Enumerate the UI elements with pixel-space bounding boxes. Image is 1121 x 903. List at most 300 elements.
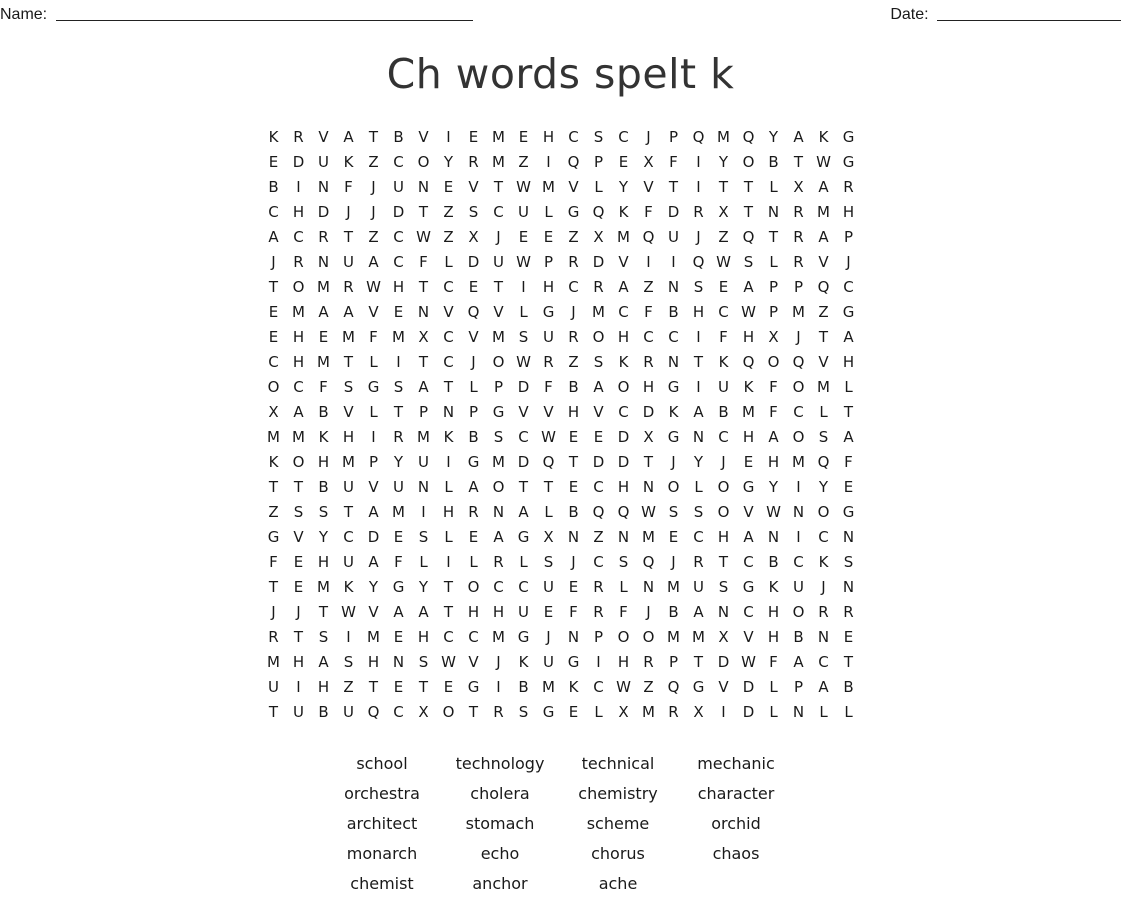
- grid-letter: M: [742, 403, 755, 421]
- grid-letter: I: [521, 278, 526, 296]
- grid-letter: U: [793, 578, 804, 596]
- grid-letter: L: [544, 203, 553, 221]
- grid-letter: N: [767, 528, 780, 546]
- grid-letter: B: [568, 378, 579, 396]
- grid-letter: N: [842, 578, 855, 596]
- grid-letter: N: [642, 478, 655, 496]
- grid-letter: U: [518, 203, 529, 221]
- grid-letter: M: [367, 628, 380, 646]
- grid-letter: G: [842, 153, 855, 171]
- grid-letter: X: [718, 203, 729, 221]
- name-label: Name:: [0, 6, 52, 23]
- grid-letter: A: [593, 378, 604, 396]
- grid-letter: L: [844, 703, 853, 721]
- grid-letter: P: [593, 153, 604, 171]
- grid-letter: L: [619, 578, 628, 596]
- grid-letter: A: [693, 403, 704, 421]
- grid-letter: A: [368, 253, 379, 271]
- grid-letter: T: [293, 628, 304, 646]
- grid-letter: E: [268, 328, 279, 346]
- grid-letter: S: [618, 553, 629, 571]
- grid-letter: E: [568, 478, 579, 496]
- grid-letter: B: [318, 478, 329, 496]
- grid-letter: P: [468, 403, 479, 421]
- word-bank-item: chemist: [350, 874, 414, 893]
- grid-letter: H: [292, 353, 305, 371]
- grid-letter: C: [718, 303, 729, 321]
- grid-letter: A: [843, 328, 854, 346]
- grid-letter: X: [618, 703, 629, 721]
- grid-letter: A: [493, 528, 504, 546]
- grid-letter: C: [443, 278, 454, 296]
- grid-letter: G: [842, 303, 855, 321]
- grid-letter: M: [717, 128, 730, 146]
- grid-letter: M: [392, 328, 405, 346]
- grid-letter: A: [743, 528, 754, 546]
- grid-letter: C: [293, 228, 304, 246]
- grid-letter: P: [668, 128, 679, 146]
- grid-letter: B: [268, 178, 279, 196]
- grid-letter: B: [568, 503, 579, 521]
- grid-letter: C: [793, 553, 804, 571]
- grid-letter: G: [567, 653, 580, 671]
- grid-letter: A: [368, 553, 379, 571]
- grid-letter: Q: [592, 503, 605, 521]
- grid-letter: H: [292, 203, 305, 221]
- grid-letter: T: [468, 703, 479, 721]
- grid-letter: N: [417, 178, 430, 196]
- grid-letter: F: [844, 453, 853, 471]
- grid-letter: E: [318, 328, 329, 346]
- grid-letter: C: [518, 578, 529, 596]
- grid-letter: L: [594, 178, 603, 196]
- grid-letter: N: [642, 578, 655, 596]
- grid-letter: U: [543, 328, 554, 346]
- grid-letter: J: [296, 603, 301, 621]
- grid-letter: A: [743, 278, 754, 296]
- grid-letter: E: [468, 278, 479, 296]
- grid-letter: F: [619, 603, 628, 621]
- grid-letter: J: [271, 603, 276, 621]
- grid-letter: I: [696, 153, 701, 171]
- grid-letter: T: [343, 228, 354, 246]
- grid-letter: T: [818, 328, 829, 346]
- grid-letter: Y: [443, 153, 454, 171]
- grid-letter: A: [343, 128, 354, 146]
- grid-letter: E: [543, 228, 554, 246]
- grid-letter: Z: [368, 228, 379, 246]
- grid-letter: G: [692, 678, 705, 696]
- grid-letter: O: [492, 353, 505, 371]
- grid-letter: W: [366, 278, 381, 296]
- grid-letter: L: [419, 553, 428, 571]
- grid-letter: E: [843, 478, 854, 496]
- grid-letter: N: [567, 628, 580, 646]
- grid-letter: B: [518, 678, 529, 696]
- grid-letter: H: [767, 628, 780, 646]
- grid-letter: S: [318, 628, 329, 646]
- grid-letter: H: [317, 453, 330, 471]
- grid-letter: U: [543, 578, 554, 596]
- grid-letter: M: [317, 578, 330, 596]
- grid-letter: R: [593, 578, 604, 596]
- grid-letter: W: [716, 253, 731, 271]
- grid-letter: V: [418, 128, 429, 146]
- grid-letter: I: [496, 678, 501, 696]
- grid-letter: C: [443, 353, 454, 371]
- grid-letter: M: [542, 678, 555, 696]
- grid-letter: U: [493, 253, 504, 271]
- grid-letter: T: [643, 453, 654, 471]
- grid-letter: J: [496, 228, 501, 246]
- grid-letter: O: [267, 378, 280, 396]
- grid-letter: R: [543, 353, 554, 371]
- grid-letter: I: [446, 553, 451, 571]
- grid-letter: P: [668, 653, 679, 671]
- grid-letter: M: [492, 453, 505, 471]
- grid-letter: H: [392, 278, 405, 296]
- grid-letter: I: [346, 628, 351, 646]
- grid-letter: S: [293, 503, 304, 521]
- grid-letter: H: [842, 203, 855, 221]
- grid-letter: C: [793, 403, 804, 421]
- grid-letter: T: [693, 653, 704, 671]
- grid-letter: A: [343, 303, 354, 321]
- grid-letter: E: [393, 528, 404, 546]
- grid-letter: E: [718, 278, 729, 296]
- grid-letter: F: [369, 328, 378, 346]
- word-bank-item: school: [356, 754, 408, 773]
- date-field: [890, 4, 1121, 24]
- grid-letter: E: [518, 128, 529, 146]
- word-bank-item: anchor: [472, 874, 528, 893]
- grid-letter: G: [567, 203, 580, 221]
- grid-letter: R: [268, 628, 279, 646]
- grid-letter: E: [443, 178, 454, 196]
- grid-letter: U: [293, 703, 304, 721]
- grid-letter: Y: [818, 478, 829, 496]
- grid-letter: G: [492, 403, 505, 421]
- grid-letter: S: [418, 653, 429, 671]
- grid-letter: L: [519, 553, 528, 571]
- grid-letter: C: [443, 628, 454, 646]
- grid-letter: A: [468, 478, 479, 496]
- grid-letter: M: [642, 703, 655, 721]
- grid-letter: I: [596, 653, 601, 671]
- grid-letter: S: [693, 278, 704, 296]
- grid-letter: M: [492, 328, 505, 346]
- grid-letter: H: [692, 303, 705, 321]
- grid-letter: A: [768, 428, 779, 446]
- grid-letter: G: [467, 453, 480, 471]
- grid-letter: H: [317, 553, 330, 571]
- grid-letter: K: [743, 378, 754, 396]
- grid-letter: I: [296, 178, 301, 196]
- grid-letter: Z: [568, 228, 579, 246]
- grid-letter: Y: [768, 128, 779, 146]
- grid-letter: Z: [268, 503, 279, 521]
- grid-letter: I: [646, 253, 651, 271]
- grid-letter: X: [418, 703, 429, 721]
- grid-letter: Q: [617, 503, 630, 521]
- word-bank-item: cholera: [470, 784, 530, 803]
- grid-letter: T: [743, 178, 754, 196]
- grid-letter: D: [667, 203, 680, 221]
- grid-letter: E: [543, 603, 554, 621]
- grid-letter: E: [268, 303, 279, 321]
- grid-letter: E: [468, 128, 479, 146]
- grid-letter: Q: [742, 128, 755, 146]
- grid-letter: E: [568, 428, 579, 446]
- grid-letter: K: [618, 203, 629, 221]
- grid-letter: Z: [643, 678, 654, 696]
- grid-letter: I: [721, 703, 726, 721]
- grid-letter: L: [544, 503, 553, 521]
- grid-letter: S: [693, 503, 704, 521]
- grid-letter: T: [543, 478, 554, 496]
- grid-letter: G: [842, 128, 855, 146]
- grid-letter: U: [268, 678, 279, 696]
- grid-letter: R: [843, 603, 854, 621]
- grid-letter: K: [518, 653, 529, 671]
- grid-letter: M: [292, 428, 305, 446]
- grid-letter: Q: [367, 703, 380, 721]
- grid-letter: J: [646, 128, 651, 146]
- grid-letter: M: [492, 153, 505, 171]
- word-bank-item: architect: [346, 814, 418, 833]
- grid-letter: L: [594, 703, 603, 721]
- grid-letter: W: [616, 678, 631, 696]
- grid-letter: N: [717, 603, 730, 621]
- grid-letter: S: [343, 653, 354, 671]
- grid-letter: T: [343, 503, 354, 521]
- grid-letter: I: [546, 153, 551, 171]
- grid-letter: V: [818, 253, 829, 271]
- grid-letter: H: [767, 603, 780, 621]
- grid-letter: R: [468, 153, 479, 171]
- grid-letter: O: [792, 378, 805, 396]
- grid-letter: J: [571, 303, 576, 321]
- grid-letter: L: [769, 253, 778, 271]
- grid-letter: S: [718, 578, 729, 596]
- grid-letter: J: [671, 553, 676, 571]
- grid-letter: R: [343, 278, 354, 296]
- grid-letter: C: [743, 603, 754, 621]
- grid-letter: L: [369, 403, 378, 421]
- grid-letter: H: [617, 653, 630, 671]
- grid-letter: R: [318, 228, 329, 246]
- grid-letter: E: [518, 228, 529, 246]
- grid-letter: H: [567, 403, 580, 421]
- grid-letter: U: [693, 578, 704, 596]
- grid-letter: F: [669, 153, 678, 171]
- grid-letter: T: [418, 678, 429, 696]
- grid-letter: A: [693, 603, 704, 621]
- grid-letter: J: [271, 253, 276, 271]
- grid-letter: H: [442, 503, 455, 521]
- grid-letter: D: [467, 253, 480, 271]
- grid-letter: X: [693, 703, 704, 721]
- grid-letter: N: [417, 303, 430, 321]
- grid-letter: Y: [768, 478, 779, 496]
- grid-letter: T: [393, 403, 404, 421]
- grid-letter: R: [793, 253, 804, 271]
- grid-letter: I: [296, 678, 301, 696]
- grid-letter: C: [618, 303, 629, 321]
- grid-letter: O: [292, 453, 305, 471]
- grid-letter: T: [293, 478, 304, 496]
- grid-letter: N: [317, 253, 330, 271]
- name-blank-line[interactable]: [56, 4, 473, 21]
- grid-letter: C: [343, 528, 354, 546]
- grid-letter: T: [518, 478, 529, 496]
- grid-letter: W: [416, 228, 431, 246]
- grid-letter: M: [392, 503, 405, 521]
- grid-letter: F: [319, 378, 328, 396]
- grid-letter: C: [443, 328, 454, 346]
- grid-letter: H: [767, 453, 780, 471]
- grid-letter: W: [541, 428, 556, 446]
- grid-letter: T: [268, 578, 279, 596]
- grid-letter: V: [343, 403, 354, 421]
- grid-letter: M: [317, 278, 330, 296]
- grid-letter: O: [792, 428, 805, 446]
- grid-letter: V: [618, 253, 629, 271]
- grid-letter: I: [796, 478, 801, 496]
- grid-letter: M: [267, 653, 280, 671]
- grid-letter: V: [493, 303, 504, 321]
- grid-letter: L: [769, 678, 778, 696]
- grid-letter: M: [692, 628, 705, 646]
- grid-letter: G: [542, 303, 555, 321]
- grid-letter: P: [793, 278, 804, 296]
- grid-letter: K: [818, 128, 829, 146]
- grid-letter: P: [543, 253, 554, 271]
- word-bank-item: scheme: [586, 814, 650, 833]
- grid-letter: H: [717, 528, 730, 546]
- grid-letter: P: [843, 228, 854, 246]
- grid-letter: O: [417, 153, 430, 171]
- grid-letter: J: [796, 328, 801, 346]
- grid-letter: M: [292, 303, 305, 321]
- grid-letter: C: [493, 578, 504, 596]
- grid-letter: W: [741, 653, 756, 671]
- grid-letter: H: [617, 478, 630, 496]
- grid-letter: D: [592, 253, 605, 271]
- grid-letter: X: [768, 328, 779, 346]
- grid-letter: G: [667, 428, 680, 446]
- grid-letter: Q: [667, 678, 680, 696]
- grid-letter: Q: [692, 128, 705, 146]
- grid-letter: M: [792, 453, 805, 471]
- date-blank-line[interactable]: [937, 4, 1121, 21]
- grid-letter: K: [343, 153, 354, 171]
- grid-letter: R: [568, 328, 579, 346]
- grid-letter: E: [393, 303, 404, 321]
- grid-letter: K: [818, 553, 829, 571]
- grid-letter: B: [793, 628, 804, 646]
- grid-letter: M: [817, 203, 830, 221]
- grid-letter: L: [519, 303, 528, 321]
- grid-letter: C: [393, 253, 404, 271]
- grid-letter: K: [268, 453, 279, 471]
- grid-letter: U: [343, 553, 354, 571]
- grid-letter: S: [393, 378, 404, 396]
- grid-letter: I: [446, 453, 451, 471]
- word-bank-item: orchid: [711, 814, 761, 833]
- grid-letter: D: [617, 428, 630, 446]
- name-field: [0, 4, 473, 24]
- grid-letter: A: [368, 503, 379, 521]
- grid-letter: Z: [443, 203, 454, 221]
- grid-letter: I: [796, 528, 801, 546]
- grid-letter: G: [742, 478, 755, 496]
- grid-letter: I: [421, 503, 426, 521]
- grid-letter: R: [593, 603, 604, 621]
- grid-letter: S: [518, 703, 529, 721]
- grid-letter: V: [518, 403, 529, 421]
- grid-letter: J: [471, 353, 476, 371]
- grid-letter: S: [318, 503, 329, 521]
- grid-letter: B: [318, 403, 329, 421]
- grid-letter: T: [318, 603, 329, 621]
- grid-letter: F: [644, 203, 653, 221]
- grid-letter: O: [792, 603, 805, 621]
- grid-letter: G: [667, 378, 680, 396]
- grid-letter: R: [293, 128, 304, 146]
- grid-letter: L: [469, 553, 478, 571]
- grid-letter: H: [292, 653, 305, 671]
- grid-letter: C: [593, 478, 604, 496]
- grid-letter: B: [718, 403, 729, 421]
- grid-letter: C: [393, 228, 404, 246]
- grid-letter: O: [767, 353, 780, 371]
- grid-letter: P: [368, 453, 379, 471]
- grid-letter: X: [418, 328, 429, 346]
- grid-letter: T: [568, 453, 579, 471]
- grid-letter: T: [443, 378, 454, 396]
- grid-letter: G: [517, 628, 530, 646]
- grid-letter: J: [846, 253, 851, 271]
- grid-letter: O: [617, 378, 630, 396]
- grid-letter: B: [668, 303, 679, 321]
- grid-letter: N: [817, 628, 830, 646]
- grid-letter: W: [441, 653, 456, 671]
- grid-letter: S: [518, 328, 529, 346]
- grid-letter: V: [593, 403, 604, 421]
- grid-letter: U: [543, 653, 554, 671]
- grid-letter: O: [742, 153, 755, 171]
- grid-letter: Z: [818, 303, 829, 321]
- grid-letter: C: [643, 328, 654, 346]
- grid-letter: W: [766, 503, 781, 521]
- grid-letter: B: [843, 678, 854, 696]
- grid-letter: C: [393, 703, 404, 721]
- grid-letter: K: [768, 578, 779, 596]
- grid-letter: I: [696, 378, 701, 396]
- grid-letter: G: [467, 678, 480, 696]
- grid-letter: N: [617, 528, 630, 546]
- grid-letter: D: [317, 203, 330, 221]
- grid-letter: F: [344, 178, 353, 196]
- grid-letter: R: [468, 503, 479, 521]
- grid-letter: Z: [568, 353, 579, 371]
- grid-letter: O: [292, 278, 305, 296]
- grid-letter: O: [592, 328, 605, 346]
- grid-letter: A: [843, 428, 854, 446]
- grid-letter: Z: [343, 678, 354, 696]
- grid-letter: W: [741, 303, 756, 321]
